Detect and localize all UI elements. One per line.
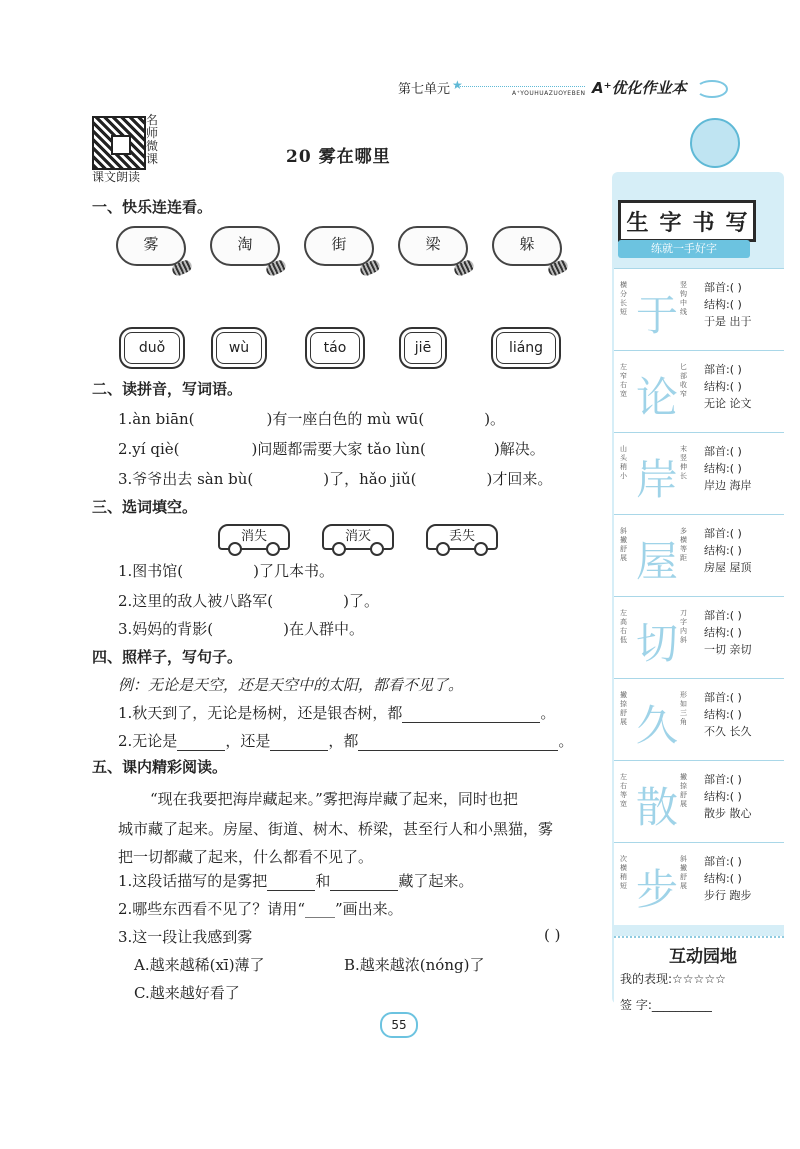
option-b[interactable]: B.越来越浓(nóng)了 — [344, 956, 485, 974]
section-1-heading: 一、快乐连连看。 — [92, 198, 213, 216]
question-line: 1.àn biān( )有一座白色的 mù wū( )。 — [118, 410, 506, 428]
char-row: 斜撇舒展 屋 多横等距 部首:( ) 结构:( ) 房屋 屋顶 — [614, 514, 784, 597]
qr-label: 课文朗读 — [92, 170, 141, 184]
pinyin-box[interactable]: wù — [216, 332, 262, 364]
char-row: 撇捺舒展 久 形如三角 部首:( ) 结构:( ) 不久 长久 — [614, 678, 784, 761]
char-row: 左窄右宽 论 匕部收窄 部首:( ) 结构:( ) 无论 论文 — [614, 350, 784, 433]
unit-label: 第七单元 — [398, 82, 451, 97]
star-icon: ★ — [452, 78, 463, 92]
option-c[interactable]: C.越来越好看了 — [134, 984, 240, 1002]
passage-line: 城市藏了起来。房屋、街道、树木、桥梁，甚至行人和小黑猫，雾 — [118, 820, 554, 838]
char-cloud[interactable]: 雾 — [116, 226, 186, 266]
char-row: 横分长短 于 竖钩中线 部首:( ) 结构:( ) 于是 出于 — [614, 268, 784, 351]
char-cloud[interactable]: 躲 — [492, 226, 562, 266]
word-car[interactable]: 消失 — [218, 524, 290, 550]
panel-title: 生 字 书 写 — [618, 200, 756, 242]
question-line: 2.这里的敌人被八路军( )了。 — [118, 592, 380, 610]
pinyin-box[interactable]: jiē — [404, 332, 442, 364]
char-row: 次横稍短 步 斜撇舒展 部首:( ) 结构:( ) 步行 跑步 — [614, 842, 784, 925]
question-line: 3.爷爷出去 sàn bù( )了，hǎo jiǔ( )才回来。 — [118, 470, 553, 488]
header-subtitle: A⁺YOUHUAZUOYEBEN — [512, 90, 586, 97]
pinyin-box[interactable]: táo — [310, 332, 360, 364]
passage-line: 把一切都藏了起来，什么都看不见了。 — [118, 848, 374, 866]
qr-code-icon[interactable] — [92, 116, 146, 170]
char-row: 左右等宽 散 撇捺舒展 部首:( ) 结构:( ) 散步 散心 — [614, 760, 784, 843]
char-row: 左高右低 切 刀字内斜 部首:( ) 结构:( ) 一切 亲切 — [614, 596, 784, 679]
question-line: 1.秋天到了，无论是杨树，还是银杏树，都 。 — [118, 704, 556, 722]
pinyin-box[interactable]: duǒ — [124, 332, 180, 364]
question-line: 2.无论是 ，还是 ，都 。 — [118, 732, 574, 750]
panel-subtitle: 练就一手好字 — [618, 240, 750, 258]
brand-name: A⁺优化作业本 — [592, 79, 687, 97]
candy-icon — [452, 258, 475, 277]
header-divider — [455, 86, 585, 87]
question-line: 3.这一段让我感到雾 — [118, 928, 253, 946]
passage-line: “现在我要把海岸藏起来。”雾把海岸藏了起来，同时也把 — [150, 790, 518, 808]
signature-line[interactable]: 签 字:__________ — [620, 998, 712, 1012]
section-4-heading: 四、照样子，写句子。 — [92, 648, 243, 666]
section-3-heading: 三、选词填空。 — [92, 498, 198, 516]
section-5-heading: 五、课内精彩阅读。 — [92, 758, 228, 776]
mascot-icon — [690, 118, 740, 168]
word-car[interactable]: 消灭 — [322, 524, 394, 550]
candy-icon — [358, 258, 381, 277]
char-row: 山头稍小 岸 末竖伸长 部首:( ) 结构:( ) 岸边 海岸 — [614, 432, 784, 515]
char-cloud[interactable]: 街 — [304, 226, 374, 266]
candy-icon — [546, 258, 569, 277]
question-line: 1.图书馆( )了几本书。 — [118, 562, 335, 580]
interaction-title: 互动园地 — [669, 947, 737, 967]
candy-icon — [264, 258, 287, 277]
question-line: 2.yí qiè( )问题都需要大家 tǎo lùn( )解决。 — [118, 440, 545, 458]
candy-icon — [170, 258, 193, 277]
option-a[interactable]: A.越来越稀(xī)薄了 — [134, 956, 265, 974]
swirl-icon — [696, 80, 728, 98]
char-cloud[interactable]: 梁 — [398, 226, 468, 266]
section-2-heading: 二、读拼音，写词语。 — [92, 380, 243, 398]
question-line: 3.妈妈的背影( )在人群中。 — [118, 620, 365, 638]
answer-parens[interactable]: ( ) — [544, 926, 561, 944]
lesson-title: 20 雾在哪里 — [286, 147, 391, 167]
qr-side-label: 名师微课 — [146, 113, 159, 166]
char-cloud[interactable]: 淘 — [210, 226, 280, 266]
pinyin-box[interactable]: liáng — [496, 332, 556, 364]
word-car[interactable]: 丢失 — [426, 524, 498, 550]
question-line: 2.哪些东西看不见了？请用“____”画出来。 — [118, 900, 403, 918]
example-sentence: 例：无论是天空，还是天空中的太阳，都看不见了。 — [118, 676, 464, 694]
page-number: 55 — [380, 1012, 418, 1038]
question-line: 1.这段话描写的是雾把 和 藏了起来。 — [118, 872, 474, 890]
performance-stars[interactable]: 我的表现:☆☆☆☆☆ — [620, 972, 726, 986]
